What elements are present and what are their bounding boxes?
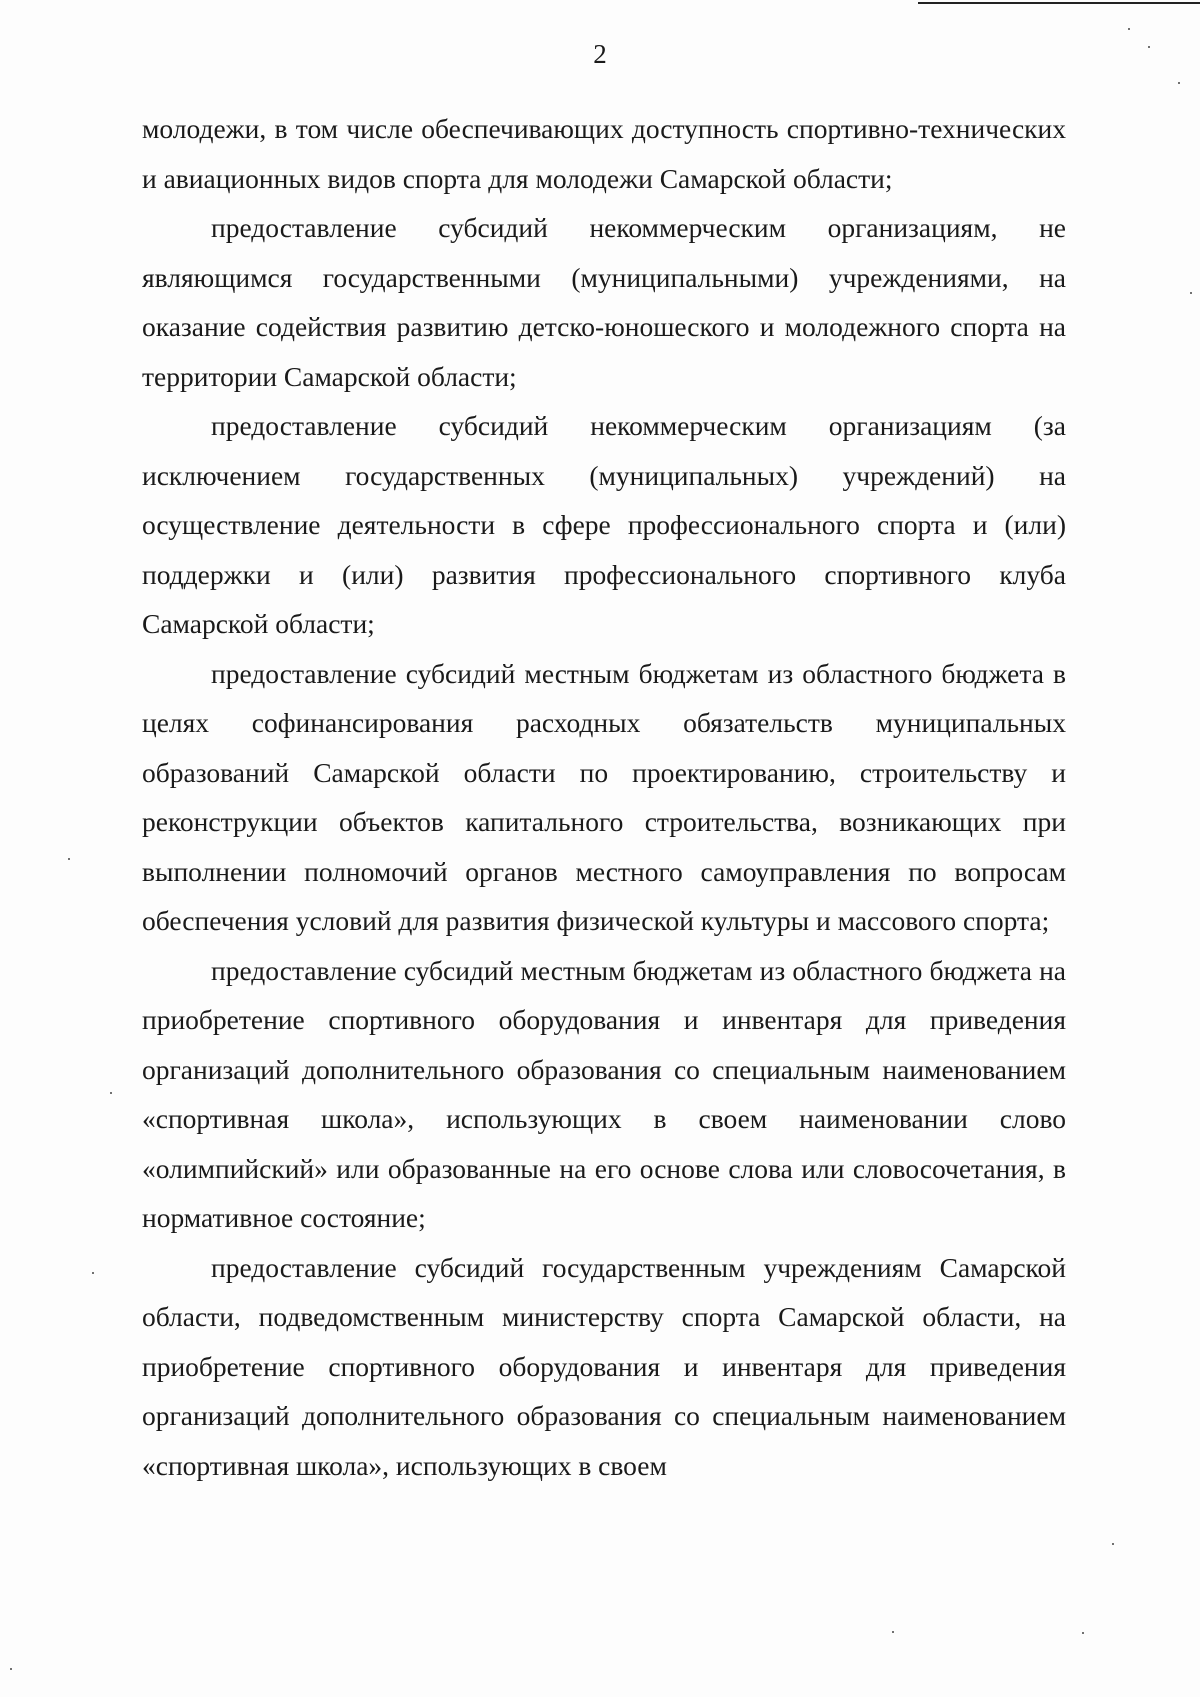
scan-speck xyxy=(68,858,70,860)
paragraph-continued: молодежи, в том числе обеспечивающих доступность спортивно-технических и авиационных видов спорта для молодежи Самарской области; xyxy=(142,113,1066,194)
header-rule xyxy=(918,2,1200,4)
scan-speck xyxy=(1178,82,1180,84)
paragraph-nko-youth-sport-subsidy: предоставление субсидий некоммерческим организациям, не являющимся государственными (муниципальными) учреждениями, на оказание содействия развитию детско-юношеского и молодежного спорта на территории Самарской области; xyxy=(142,212,1066,392)
page-number: 2 xyxy=(593,39,607,69)
scan-speck xyxy=(892,1631,894,1633)
document-body xyxy=(142,104,1066,1490)
scan-speck xyxy=(110,1092,112,1094)
scan-speck xyxy=(1190,292,1192,294)
scan-speck xyxy=(1112,1543,1114,1545)
scan-speck xyxy=(10,1668,12,1670)
paragraph-capital-construction-subsidy: предоставление субсидий местным бюджетам из областного бюджета в целях софинансирования расходных обязательств муниципальных образований Самарской области по проектированию, строительству и реконструкции объектов капитального строительства, возникающих при выполнении полномочий органов местного самоуправления по вопросам обеспечения условий для развития физической культуры и массового спорта; xyxy=(142,657,1066,936)
paragraph-professional-sport-subsidy: предоставление субсидий некоммерческим организациям (за исключением государственных (муниципальных) учреждений) на осуществление деятельности в сфере профессионального спорта и (или) поддержки и (или) развития профессионального спортивного клуба Самарской области; xyxy=(142,410,1066,639)
scan-speck xyxy=(1128,28,1130,30)
paragraph-equipment-state-institutions-subsidy: предоставление субсидий государственным учреждениям Самарской области, подведомственным министерству спорта Самарской области, на приобретение спортивного оборудования и инвентаря для приведения организаций дополнительного образования со специальным наименованием «спортивная школа», использующих в своем xyxy=(142,1251,1066,1481)
paragraph-equipment-local-budget-subsidy: предоставление субсидий местным бюджетам из областного бюджета на приобретение спортивного оборудования и инвентаря для приведения организаций дополнительного образования со специальным наименованием «спортивная школа», использующих в своем наименовании слово «олимпийский» или образованные на его основе слова или словосочетания, в нормативное состояние; xyxy=(142,954,1066,1233)
scan-speck xyxy=(1148,46,1150,48)
scan-speck xyxy=(1082,1632,1084,1634)
scan-speck xyxy=(92,1272,94,1274)
